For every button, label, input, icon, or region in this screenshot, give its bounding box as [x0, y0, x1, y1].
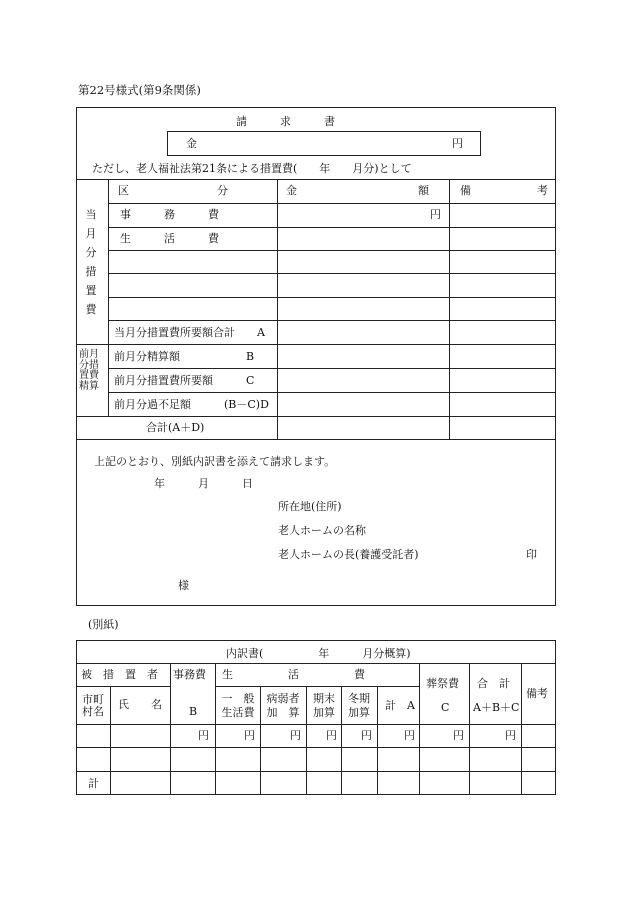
header-total: 合 計: [477, 677, 510, 690]
unit-living-total: 円: [404, 729, 415, 742]
row-office-unit: 円: [430, 208, 441, 221]
header-frail: 病弱者加 算: [266, 692, 300, 719]
total-label: 合計(A＋D): [146, 421, 205, 434]
header-yearend: 期末加算: [313, 692, 335, 719]
row-prev-diff-label: 前月分過不足額 (B－C)D: [114, 398, 269, 411]
header-living: 生 活 費: [222, 668, 365, 681]
row-office-label: 事 務 費: [120, 208, 219, 221]
amount-label: 金: [186, 137, 197, 150]
group-current-label: 当月分措置費: [85, 208, 97, 316]
header-living-total: 計 A: [385, 699, 415, 712]
header-person: 被 措 置 者: [81, 668, 158, 681]
group-prev-label: 前月分措置費精算: [79, 349, 99, 392]
header-municipality: 市町村名: [82, 693, 104, 718]
breakdown-title: 内訳書( 年 月分概算): [226, 647, 411, 660]
form-number: 第22号様式(第9条関係): [78, 83, 201, 97]
header-office: 事務費: [173, 668, 206, 681]
header-winter: 冬期加算: [348, 692, 370, 719]
row-prev-required-label: 前月分措置費所要額 C: [114, 374, 255, 387]
header-remarks: 備 考: [460, 184, 548, 197]
addressee-suffix: 様: [178, 579, 189, 592]
unit-general: 円: [244, 729, 255, 742]
proviso-text: ただし、老人福祉法第21条による措置費( 年 月分)として: [92, 162, 412, 175]
invoice-title: 請 求 書: [236, 115, 335, 128]
unit-total: 円: [505, 729, 516, 742]
unit-frail: 円: [290, 729, 301, 742]
home-head-label: 老人ホームの長(養護受託者): [278, 548, 419, 561]
home-name-label: 老人ホームの名称: [278, 524, 366, 537]
attachment-label: (別紙): [88, 618, 119, 631]
header-remarks2: 備考: [526, 687, 548, 700]
breakdown-total-label: 計: [88, 777, 99, 790]
unit-office: 円: [198, 729, 209, 742]
header-amount: 金 額: [286, 184, 429, 197]
row-prev-settled-label: 前月分精算額 B: [114, 350, 255, 363]
amount-unit: 円: [452, 137, 463, 150]
header-funeral-sub: C: [441, 701, 450, 714]
header-office-sub: B: [189, 705, 198, 718]
row-current-total-label: 当月分措置費所要額合計 A: [114, 326, 265, 339]
amount-box[interactable]: [167, 131, 481, 156]
unit-yearend: 円: [326, 729, 337, 742]
unit-funeral: 円: [453, 729, 464, 742]
header-general: 一 般生活費: [221, 692, 255, 719]
header-name: 氏 名: [118, 698, 162, 711]
header-total-sub: A＋B＋C: [473, 701, 520, 714]
header-funeral: 葬祭費: [426, 677, 459, 690]
unit-winter: 円: [361, 729, 372, 742]
date-field[interactable]: 年 月 日: [154, 477, 253, 490]
statement-text: 上記のとおり、別紙内訳書を添えて請求します。: [94, 455, 336, 468]
row-living-label: 生 活 費: [120, 232, 219, 245]
seal-mark: 印: [526, 548, 537, 561]
address-label: 所在地(住所): [278, 500, 342, 513]
header-category: 区 分: [118, 184, 228, 197]
